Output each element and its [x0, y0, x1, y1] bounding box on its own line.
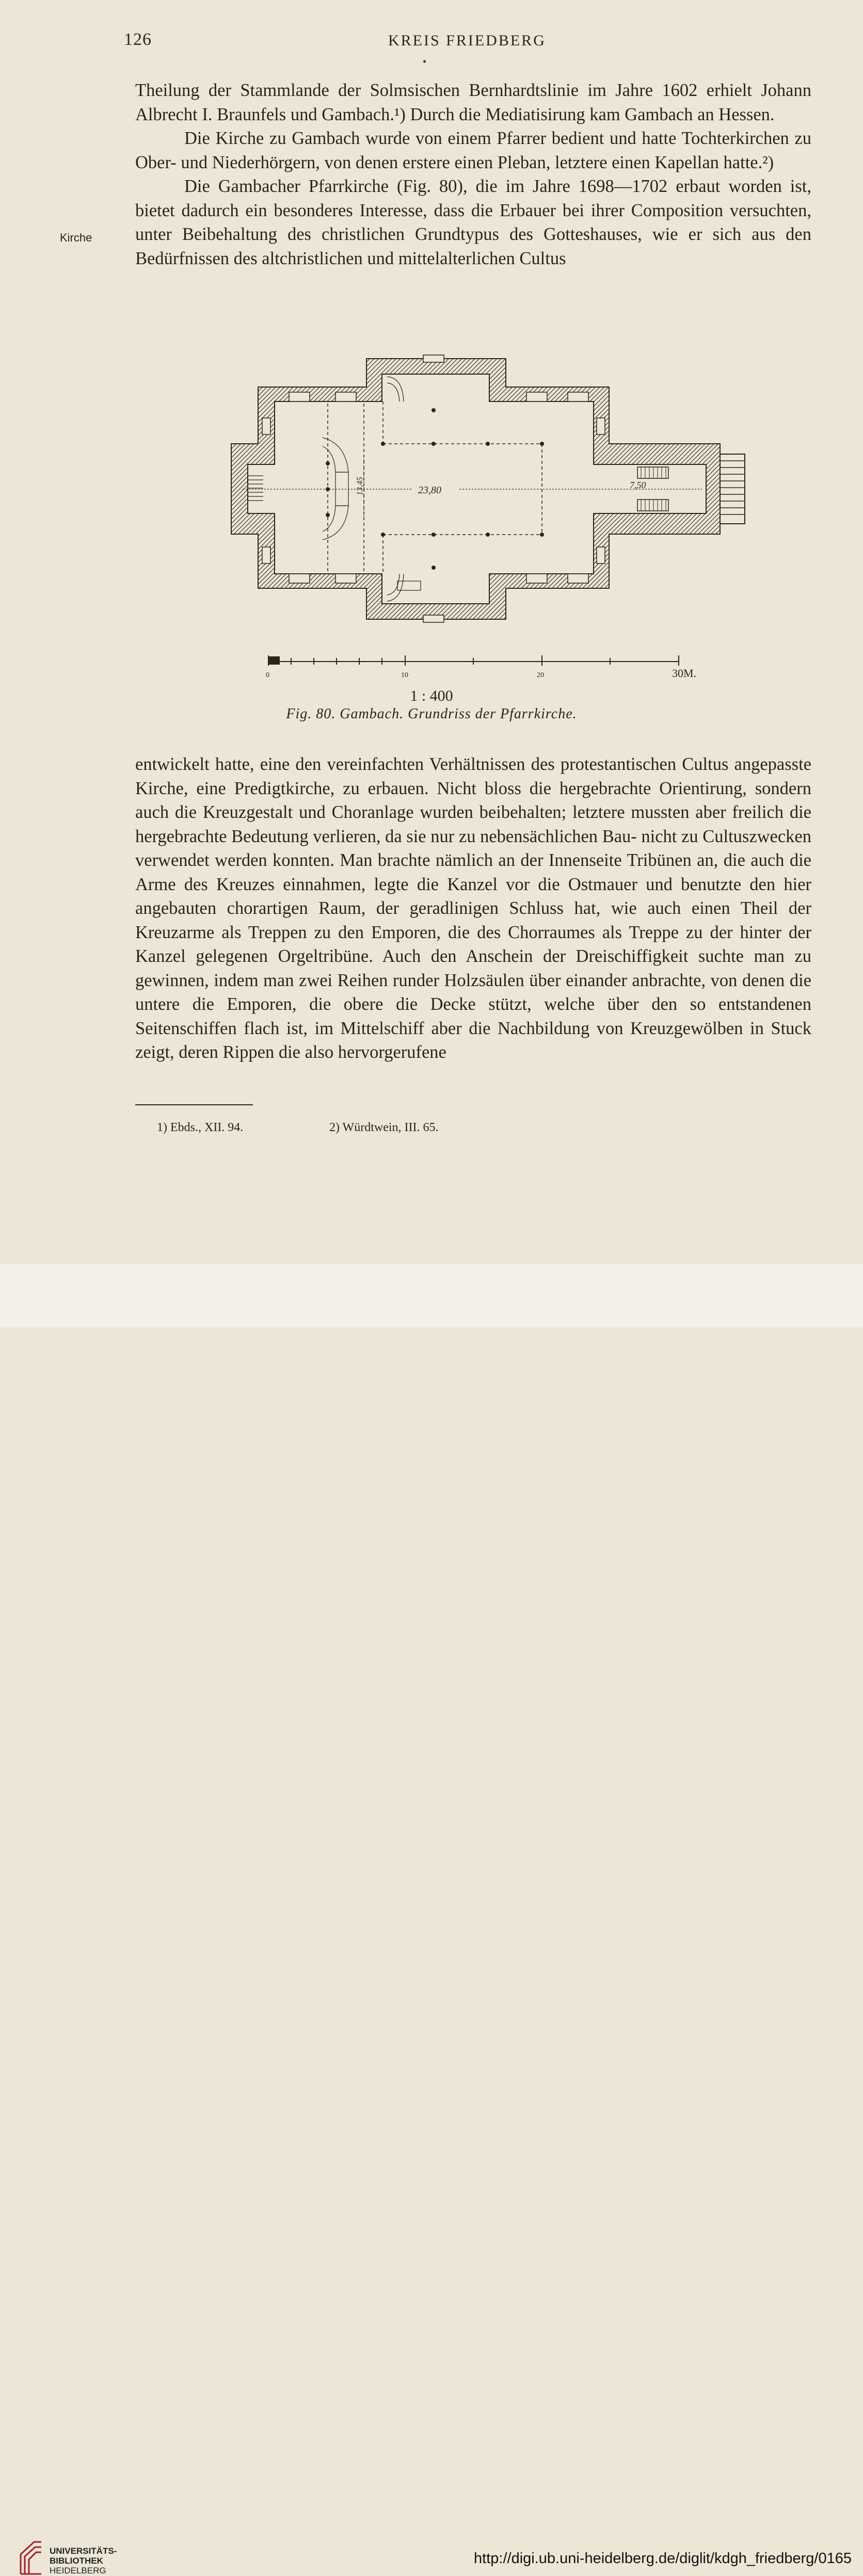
paragraph: Die Gambacher Pfarrkirche (Fig. 80), die im Jahre 1698—1702 erbaut worden ist, bietet dadurch ein besonderes Interesse, dass die Erbauer bei ihrer Composition versuchten, unter Beibehaltung des christlichen Grundtypus des Gotteshauses, wie er sich aus den Bedürfnissen des altchristlichen und mittelalterlichen Cultus [135, 176, 811, 268]
library-line: HEIDELBERG [50, 2566, 106, 2575]
body-text-top [135, 78, 811, 270]
library-line: BIBLIOTHEK [50, 2556, 103, 2566]
page-number: 126 [124, 30, 152, 49]
scale-tick-10: 10 [401, 671, 408, 679]
viewer-footer [0, 1264, 863, 2575]
figure-caption: Fig. 80. Gambach. Grundriss der Pfarrkirche. [286, 706, 577, 722]
footnote-rule [135, 1104, 253, 1105]
library-name [50, 2546, 117, 2575]
scale-bar [268, 655, 679, 666]
print-speck [423, 60, 426, 63]
scale-tick-30: 30M. [672, 667, 697, 680]
dimension-choir: 7,50 [630, 480, 646, 490]
book-page [0, 0, 863, 1264]
running-title: KREIS FRIEDBERG [388, 32, 546, 49]
dimension-width: 23,80 [418, 485, 441, 496]
paragraph: Theilung der Stammlande der Solmsischen Bernhardtslinie im Jahre 1602 erhielt Johann Albrecht I. Braunfels und Gambach.¹) Durch die Mediatisirung kam Gambach an Hessen. [135, 81, 811, 124]
paragraph: entwickelt hatte, eine den vereinfachten Verhältnissen des protestantischen Cultus angepasste Kirche, eine Predigtkirche, zu erbauen. Nicht bloss die hergebrachte Orientirung, sondern auch die Kreuzgestalt und Choranlage wurden beibehalten; letztere mussten aber freilich die hergebrachte Bedeutung verlieren, da sie nur zu nebensächlichen Bau- nicht zu Cultuszwecken verwendet werden konnten. Man brachte nämlich an der Innenseite Tribünen an, die auch die Arme des Kreuzes einnahmen, legte die Kanzel vor die Ostmauer und benutzte den hier angebauten chorartigen Raum, der geradlinigen Schluss hat, wie auch einen Theil der Kreuzarme als Treppen zu den Emporen, die des Chorraumes als Treppe zu der hinter der Kanzel gelegenen Orgeltribüne. Auch den Anschein der Dreischiffigkeit suchte man zu gewinnen, indem man zwei Reihen runder Holzsäulen über einander anbrachte, von denen die untere die Emporen, die obere die Decke stützt, welche über den so entstandenen Seitenschiffen flach ist, im Mittelschiff aber die Nachbildung von Kreuzgewölben in Stuck zeigt, deren Rippen die also hervorgerufene [135, 754, 811, 1062]
paragraph: Die Kirche zu Gambach wurde von einem Pfarrer bedient und hatte Tochterkirchen zu Ober- und Niederhörgern, von denen erstere einen Pleban, letztere einen Kapellan hatte.²) [135, 128, 811, 172]
footnote-1: 1) Ebds., XII. 94. [157, 1121, 244, 1134]
source-url-link[interactable]: http://digi.ub.uni-heidelberg.de/diglit/kdgh_friedberg/0165 [474, 2550, 852, 2567]
dimension-depth: 13,45 [356, 477, 364, 495]
margin-note: Kirche [60, 231, 92, 244]
floor-plan-figure [217, 341, 774, 681]
east-stair [720, 454, 745, 524]
footnote-2: 2) Würdtwein, III. 65. [329, 1121, 439, 1134]
figure-scale: 1 : 400 [410, 687, 453, 704]
library-line: UNIVERSITÄTS- [50, 2546, 117, 2556]
scale-tick-20: 20 [537, 671, 544, 679]
library-logo-icon [19, 2540, 43, 2576]
body-text-bottom [135, 752, 811, 1065]
scale-tick-0: 0 [266, 671, 269, 679]
